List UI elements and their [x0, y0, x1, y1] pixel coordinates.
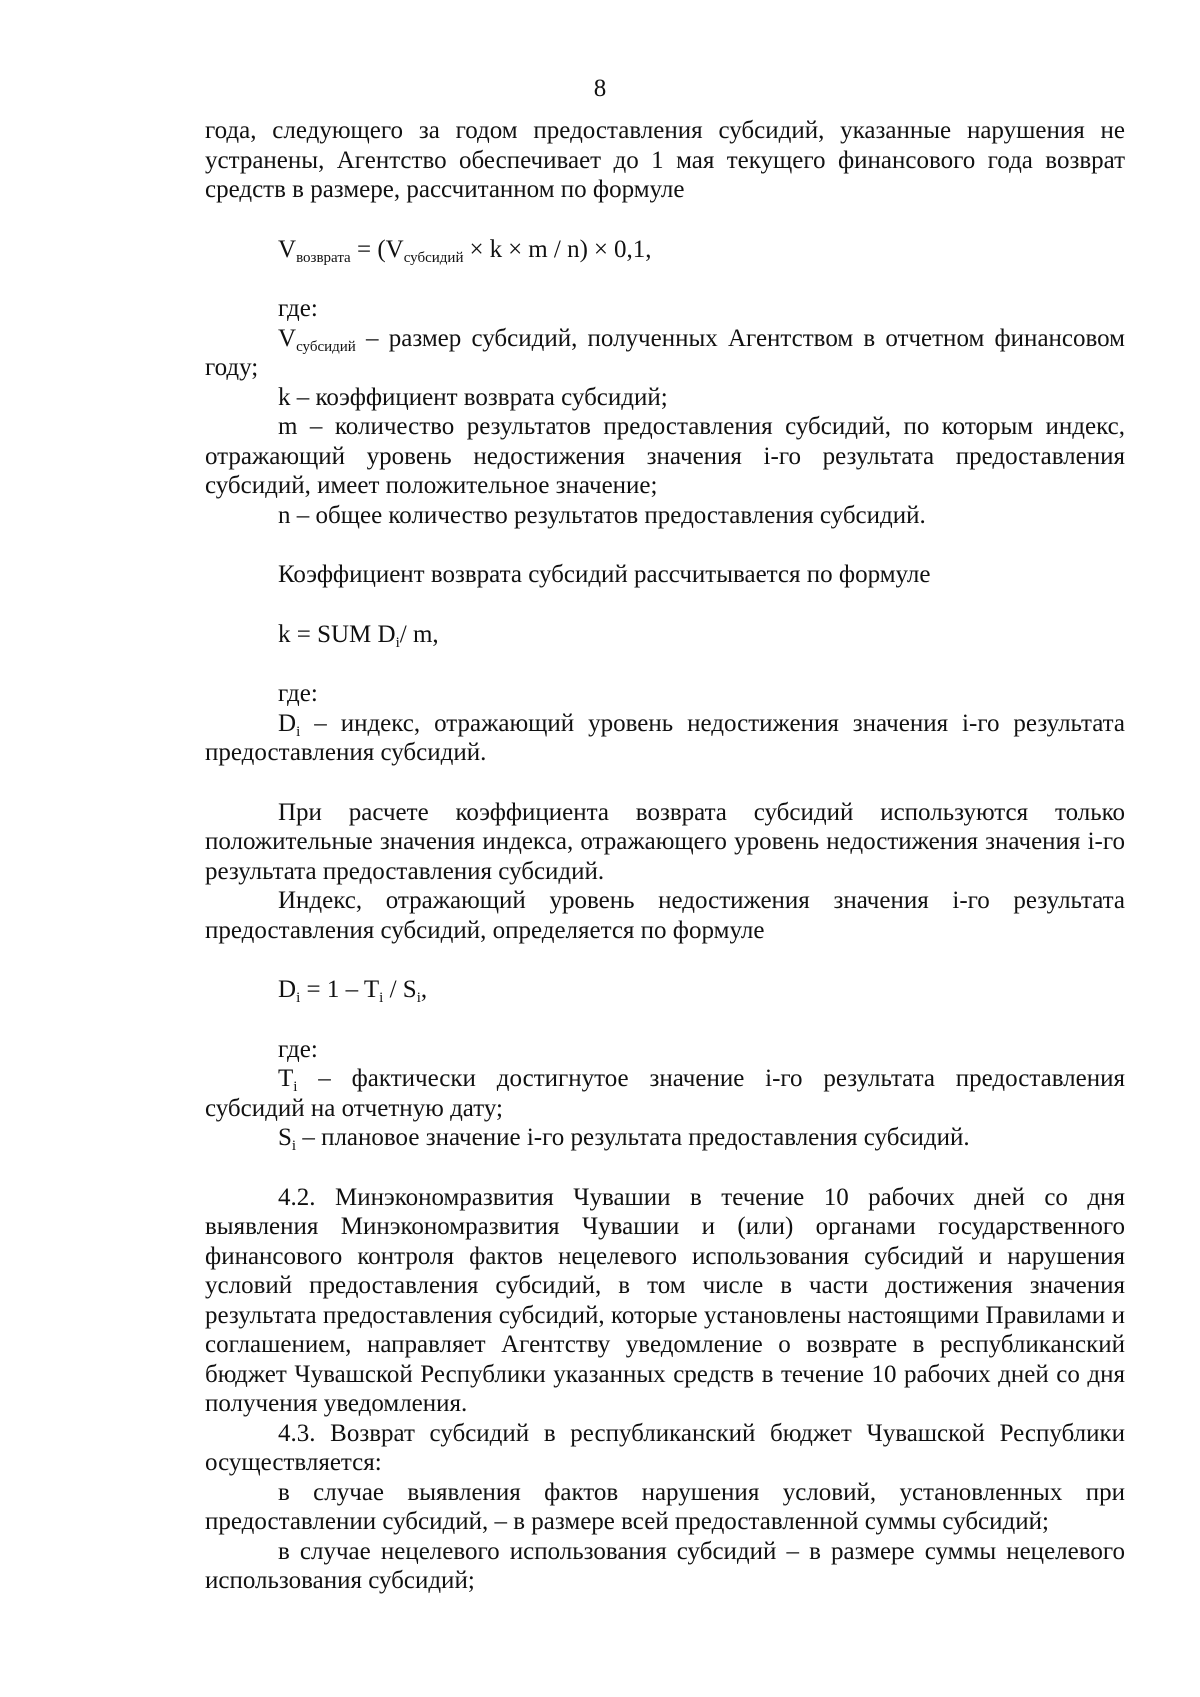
multiply-sign: × [469, 235, 484, 263]
formula-vs-subscript: субсидий [403, 249, 464, 266]
formula-di-slash: / S [389, 976, 417, 1003]
definition-n: n – общее количество результатов предоставления субсидий. [278, 501, 926, 529]
t-symbol-subscript: i [293, 1079, 298, 1095]
definition-k: k – коэффициент возврата субсидий; [278, 383, 668, 411]
v-symbol: V [278, 324, 297, 352]
definition-text: – индекс, отражающий уровень недостижения значения i-го результата предоставления субсидий. [205, 709, 1126, 766]
page-content [205, 116, 1125, 1596]
d-symbol: D [278, 709, 297, 737]
d-symbol-subscript: i [296, 723, 301, 740]
definition-m: m – количество результатов предоставления субсидий, по которым индекс, отражающий уровень недостижения значения i-го результата предоставления субсидий, имеет положительное значение; [205, 413, 1125, 499]
multiply-sign: × [508, 235, 523, 263]
definition-si [205, 1123, 1125, 1153]
v-symbol-subscript: субсидий [296, 338, 356, 355]
s-symbol: S [278, 1124, 292, 1151]
formula-return-amount [205, 235, 1125, 265]
formula-v-subscript: возврата [296, 249, 351, 266]
definition-di [205, 709, 1125, 768]
paragraph-violation-case: в случае выявления фактов нарушения условий, установленных при предоставлении субсидий, – в размере всей предоставленной суммы субсидий; [205, 1478, 1125, 1535]
formula-open: = (V [356, 235, 404, 263]
definition-ti [205, 1064, 1125, 1123]
where-label: где: [278, 295, 318, 322]
formula-k-rhs: / m, [399, 620, 439, 648]
paragraph-index-formula-intro: Индекс, отражающий уровень недостижения значения i-го результата предоставления субсидий, определяется по формуле [205, 887, 1125, 944]
formula-di [205, 975, 1125, 1005]
definition-text: – фактически достигнутое значение i-го результата предоставления субсидий на отчетную дату; [205, 1065, 1125, 1122]
s-symbol-subscript: i [291, 1138, 297, 1154]
paragraph-4-2: 4.2. Минэкономразвития Чувашии в течение 10 рабочих дней со дня выявления Минэкономразвития Чувашии и (или) органами государственного финансового контроля фактов нецелевого использования субсидий и нарушения условий предоставления субсидий, в том числе в части достижения значения результата предоставления субсидий, которые установлены настоящими Правилами и соглашением, направляет Агентству уведомление о возврате в республиканский бюджет Чувашской Республики указанных средств в течение 10 рабочих дней со дня получения уведомления. [205, 1183, 1125, 1417]
paragraph-positive-values: При расчете коэффициента возврата субсидий используются только положительные значения индекса, отражающего уровень недостижения значения i-го результата предоставления субсидий. [205, 798, 1125, 885]
definition-text: – размер субсидий, полученных Агентством в отчетном финансовом году; [205, 324, 1125, 381]
formula-tail: 0,1, [614, 235, 652, 263]
formula-si-subscript: i [416, 990, 421, 1006]
where-label: где: [278, 1035, 318, 1063]
paragraph-misuse-case: в случае нецелевого использования субсидий – в размере суммы нецелевого использования субсидий; [205, 1537, 1125, 1594]
formula-k: k [489, 235, 503, 263]
definition-v [205, 324, 1125, 383]
formula-k-coefficient [205, 620, 1125, 650]
formula-k-lhs: k = SUM D [278, 620, 396, 648]
formula-m-n: m / n) [528, 235, 588, 263]
t-symbol: T [278, 1065, 294, 1092]
formula-di-mid: = 1 – T [306, 976, 380, 1003]
paragraph-4-3: 4.3. Возврат субсидий в республиканский бюджет Чувашской Республики осуществляется: [205, 1419, 1125, 1476]
page-number: 8 [593, 75, 607, 102]
where-label: где: [278, 680, 318, 707]
multiply-sign: × [593, 235, 609, 263]
formula-di-end: , [420, 976, 428, 1003]
paragraph-k-intro: Коэффициент возврата субсидий рассчитывается по формуле [278, 561, 931, 588]
formula-ti-subscript: i [379, 990, 384, 1006]
formula-v-symbol: V [278, 235, 297, 263]
definition-text: – плановое значение i-го результата предоставления субсидий. [302, 1124, 970, 1151]
paragraph-intro: года, следующего за годом предоставления субсидий, указанные нарушения не устранены, Агентство обеспечивает до 1 мая текущего финансового года возврат средств в размере, рассчитанном по формуле [205, 117, 1125, 203]
formula-di-d: D [278, 976, 297, 1003]
formula-di-subscript: i [296, 990, 301, 1006]
formula-k-subscript: i [395, 634, 400, 651]
